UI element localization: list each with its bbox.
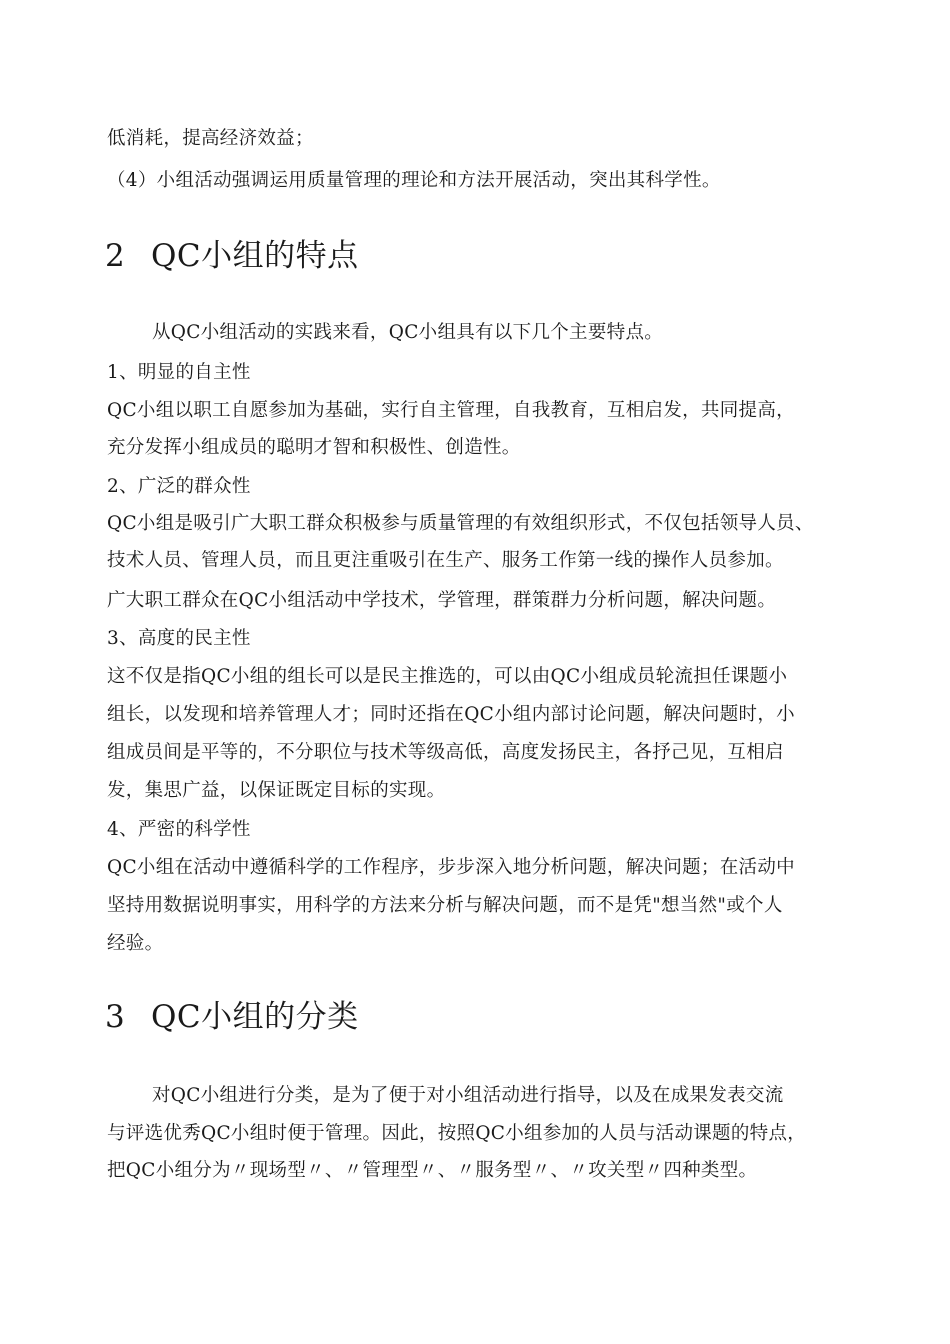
paragraph-line: 经验。 [107, 933, 164, 954]
section-number: 2 [105, 238, 126, 274]
paragraph-line: （4）小组活动强调运用质量管理的理论和方法开展活动，突出其科学性。 [107, 170, 721, 191]
paragraph-line: 这不仅是指QC小组的组长可以是民主推选的，可以由QC小组成员轮流担任课题小 [107, 666, 788, 687]
paragraph-line: 充分发挥小组成员的聪明才智和积极性、创造性。 [107, 437, 521, 458]
paragraph-line: QC小组是吸引广大职工群众积极参与质量管理的有效组织形式，不仅包括领导人员、 [107, 513, 814, 534]
section-heading [105, 997, 359, 1037]
paragraph-line: 组成员间是平等的，不分职位与技术等级高低，高度发扬民主，各抒己见，互相启 [107, 742, 784, 763]
paragraph-line: 发，集思广益，以保证既定目标的实现。 [107, 780, 446, 801]
paragraph-line: 从QC小组活动的实践来看，QC小组具有以下几个主要特点。 [152, 322, 664, 343]
section-number: 3 [105, 999, 126, 1035]
paragraph-line: 与评选优秀QC小组时便于管理。因此，按照QC小组参加的人员与活动课题的特点， [107, 1123, 807, 1144]
section-heading [105, 236, 359, 276]
paragraph-line: 技术人员、管理人员，而且更注重吸引在生产、服务工作第一线的操作人员参加。 [107, 550, 784, 571]
item-heading: 2、广泛的群众性 [107, 476, 251, 497]
paragraph-line: 把QC小组分为〃现场型〃、〃管理型〃、〃服务型〃、〃攻关型〃四种类型。 [107, 1160, 758, 1181]
section-title: QC小组的特点 [151, 238, 359, 274]
paragraph-line: QC小组以职工自愿参加为基础，实行自主管理，自我教育，互相启发，共同提高， [107, 400, 795, 421]
item-heading: 4、严密的科学性 [107, 819, 251, 840]
paragraph-line: 坚持用数据说明事实，用科学的方法来分析与解决问题，而不是凭"想当然"或个人 [107, 895, 783, 916]
paragraph-line: 广大职工群众在QC小组活动中学技术，学管理，群策群力分析问题，解决问题。 [107, 590, 777, 611]
paragraph-line: QC小组在活动中遵循科学的工作程序，步步深入地分析问题，解决问题；在活动中 [107, 857, 795, 878]
paragraph-line: 低消耗，提高经济效益； [107, 128, 314, 149]
item-heading: 1、明显的自主性 [107, 362, 251, 383]
item-heading: 3、高度的民主性 [107, 628, 251, 649]
section-title: QC小组的分类 [151, 999, 359, 1035]
paragraph-line: 组长，以发现和培养管理人才；同时还指在QC小组内部讨论问题，解决问题时，小 [107, 704, 795, 725]
paragraph-line: 对QC小组进行分类，是为了便于对小组活动进行指导，以及在成果发表交流 [152, 1085, 784, 1106]
